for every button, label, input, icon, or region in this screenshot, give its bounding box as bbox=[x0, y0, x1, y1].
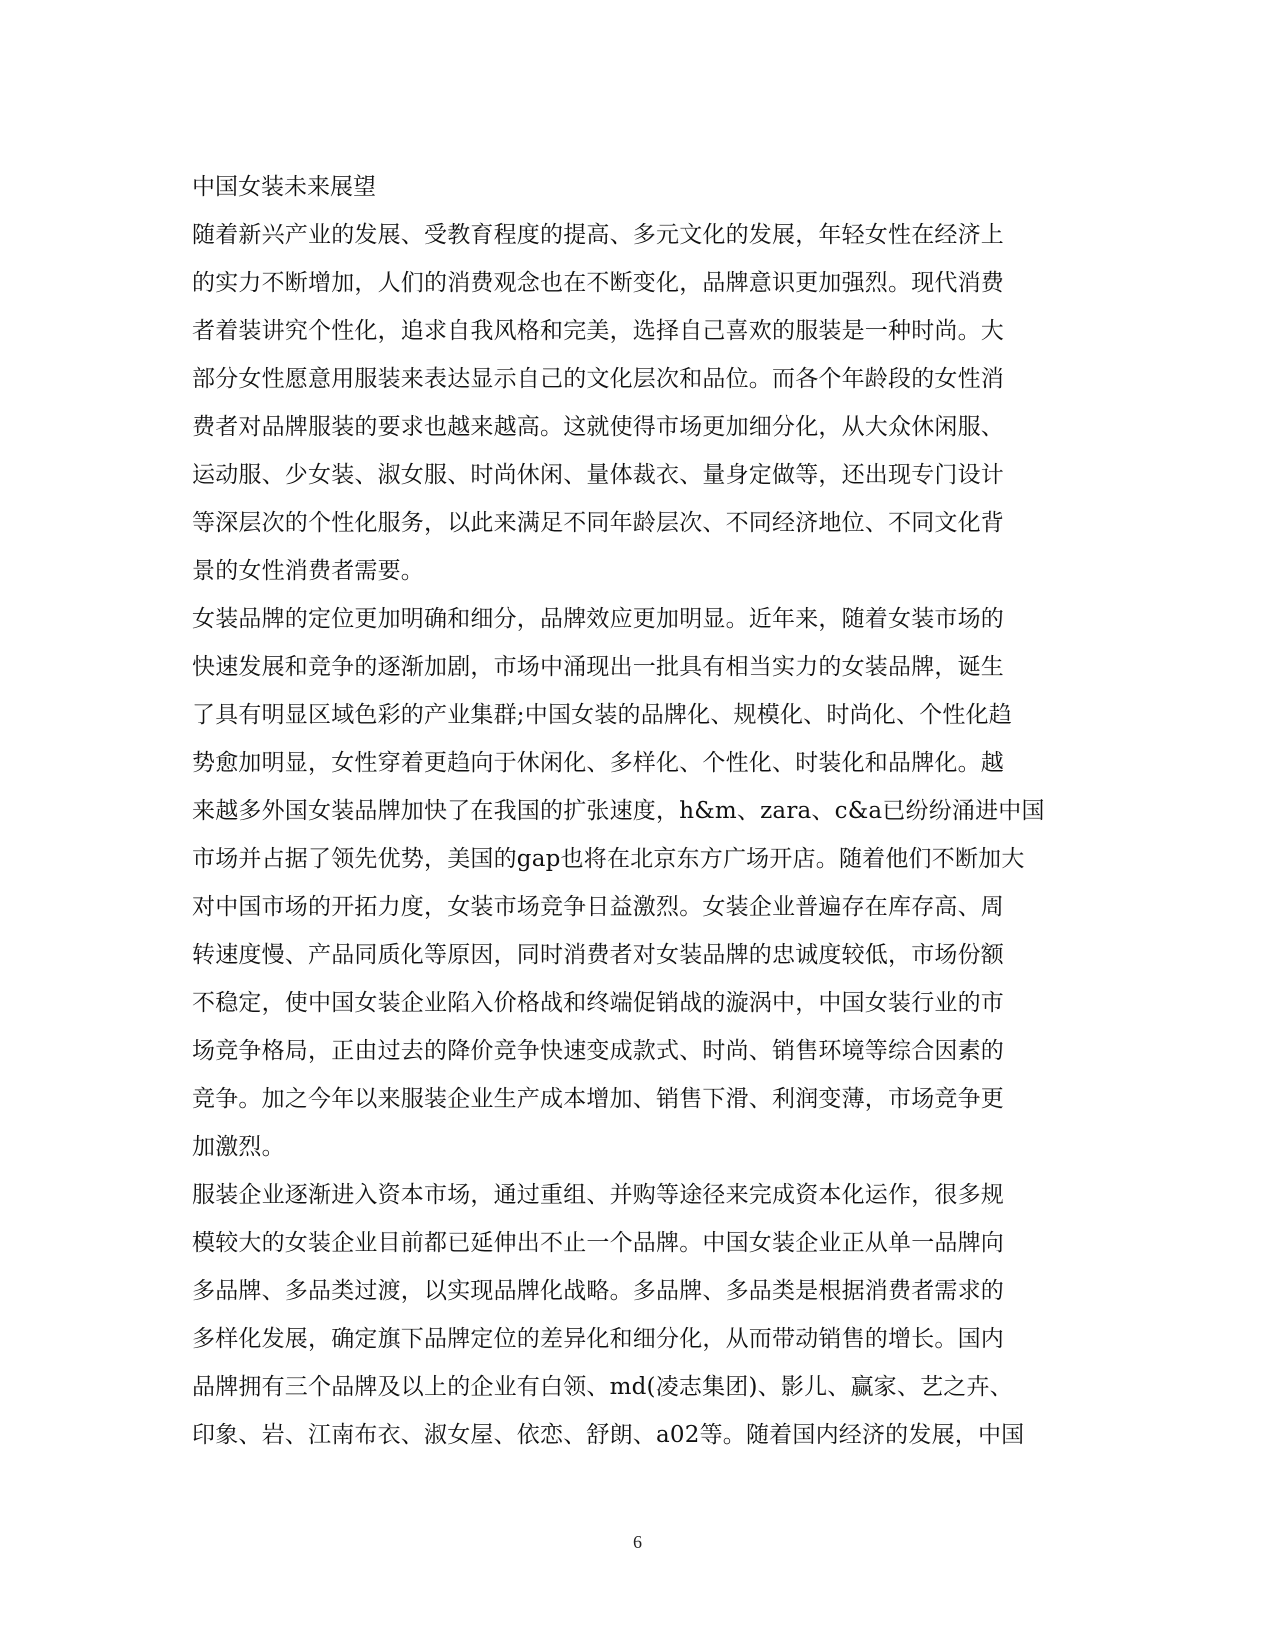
text-line: 的实力不断增加，人们的消费观念也在不断变化，品牌意识更加强烈。现代消费 bbox=[192, 270, 1004, 296]
text-line: 市场并占据了领先优势，美国的gap也将在北京东方广场开店。随着他们不断加大 bbox=[192, 846, 1025, 872]
text-line: 者着装讲究个性化，追求自我风格和完美，选择自己喜欢的服装是一种时尚。大 bbox=[192, 318, 1004, 344]
text-line: 品牌拥有三个品牌及以上的企业有白领、md(凌志集团)、影儿、赢家、艺之卉、 bbox=[192, 1374, 1013, 1400]
text-line: 不稳定，使中国女装企业陷入价格战和终端促销战的漩涡中，中国女装行业的市 bbox=[192, 990, 1004, 1016]
paragraph-3 bbox=[192, 1171, 1072, 1459]
document-body bbox=[192, 163, 1072, 1459]
text-line: 等深层次的个性化服务，以此来满足不同年龄层次、不同经济地位、不同文化背 bbox=[192, 510, 1004, 536]
text-line: 对中国市场的开拓力度，女装市场竞争日益激烈。女装企业普遍存在库存高、周 bbox=[192, 894, 1004, 920]
paragraph-2 bbox=[192, 595, 1072, 1171]
page-number: 6 bbox=[633, 1532, 642, 1552]
text-line: 运动服、少女装、淑女服、时尚休闲、量体裁衣、量身定做等，还出现专门设计 bbox=[192, 462, 1004, 488]
text-line: 竞争。加之今年以来服装企业生产成本增加、销售下滑、利润变薄，市场竞争更 bbox=[192, 1086, 1004, 1112]
document-title: 中国女装未来展望 bbox=[192, 174, 376, 200]
text-line: 模较大的女装企业目前都已延伸出不止一个品牌。中国女装企业正从单一品牌向 bbox=[192, 1230, 1004, 1256]
text-line: 转速度慢、产品同质化等原因，同时消费者对女装品牌的忠诚度较低，市场份额 bbox=[192, 942, 1004, 968]
text-line: 女装品牌的定位更加明确和细分，品牌效应更加明显。近年来，随着女装市场的 bbox=[192, 606, 1004, 632]
text-line: 费者对品牌服装的要求也越来越高。这就使得市场更加细分化，从大众休闲服、 bbox=[192, 414, 1004, 440]
text-line: 印象、岩、江南布衣、淑女屋、依恋、舒朗、a02等。随着国内经济的发展，中国 bbox=[192, 1422, 1025, 1448]
text-line: 多品牌、多品类过渡，以实现品牌化战略。多品牌、多品类是根据消费者需求的 bbox=[192, 1278, 1004, 1304]
text-line: 来越多外国女装品牌加快了在我国的扩张速度，h&m、zara、c&a已纷纷涌进中国 bbox=[192, 798, 1045, 824]
text-line: 多样化发展，确定旗下品牌定位的差异化和细分化，从而带动销售的增长。国内 bbox=[192, 1326, 1004, 1352]
text-line: 随着新兴产业的发展、受教育程度的提高、多元文化的发展，年轻女性在经济上 bbox=[192, 222, 1004, 248]
text-line: 了具有明显区域色彩的产业集群;中国女装的品牌化、规模化、时尚化、个性化趋 bbox=[192, 702, 1012, 728]
text-line: 服装企业逐渐进入资本市场，通过重组、并购等途径来完成资本化运作，很多规 bbox=[192, 1182, 1004, 1208]
text-line: 部分女性愿意用服装来表达显示自己的文化层次和品位。而各个年龄段的女性消 bbox=[192, 366, 1004, 392]
text-line: 加激烈。 bbox=[192, 1134, 285, 1160]
text-line: 场竞争格局，正由过去的降价竞争快速变成款式、时尚、销售环境等综合因素的 bbox=[192, 1038, 1004, 1064]
text-line: 景的女性消费者需要。 bbox=[192, 558, 424, 584]
text-line: 势愈加明显，女性穿着更趋向于休闲化、多样化、个性化、时装化和品牌化。越 bbox=[192, 750, 1004, 776]
text-line: 快速发展和竞争的逐渐加剧，市场中涌现出一批具有相当实力的女装品牌，诞生 bbox=[192, 654, 1004, 680]
paragraph-1 bbox=[192, 211, 1072, 595]
